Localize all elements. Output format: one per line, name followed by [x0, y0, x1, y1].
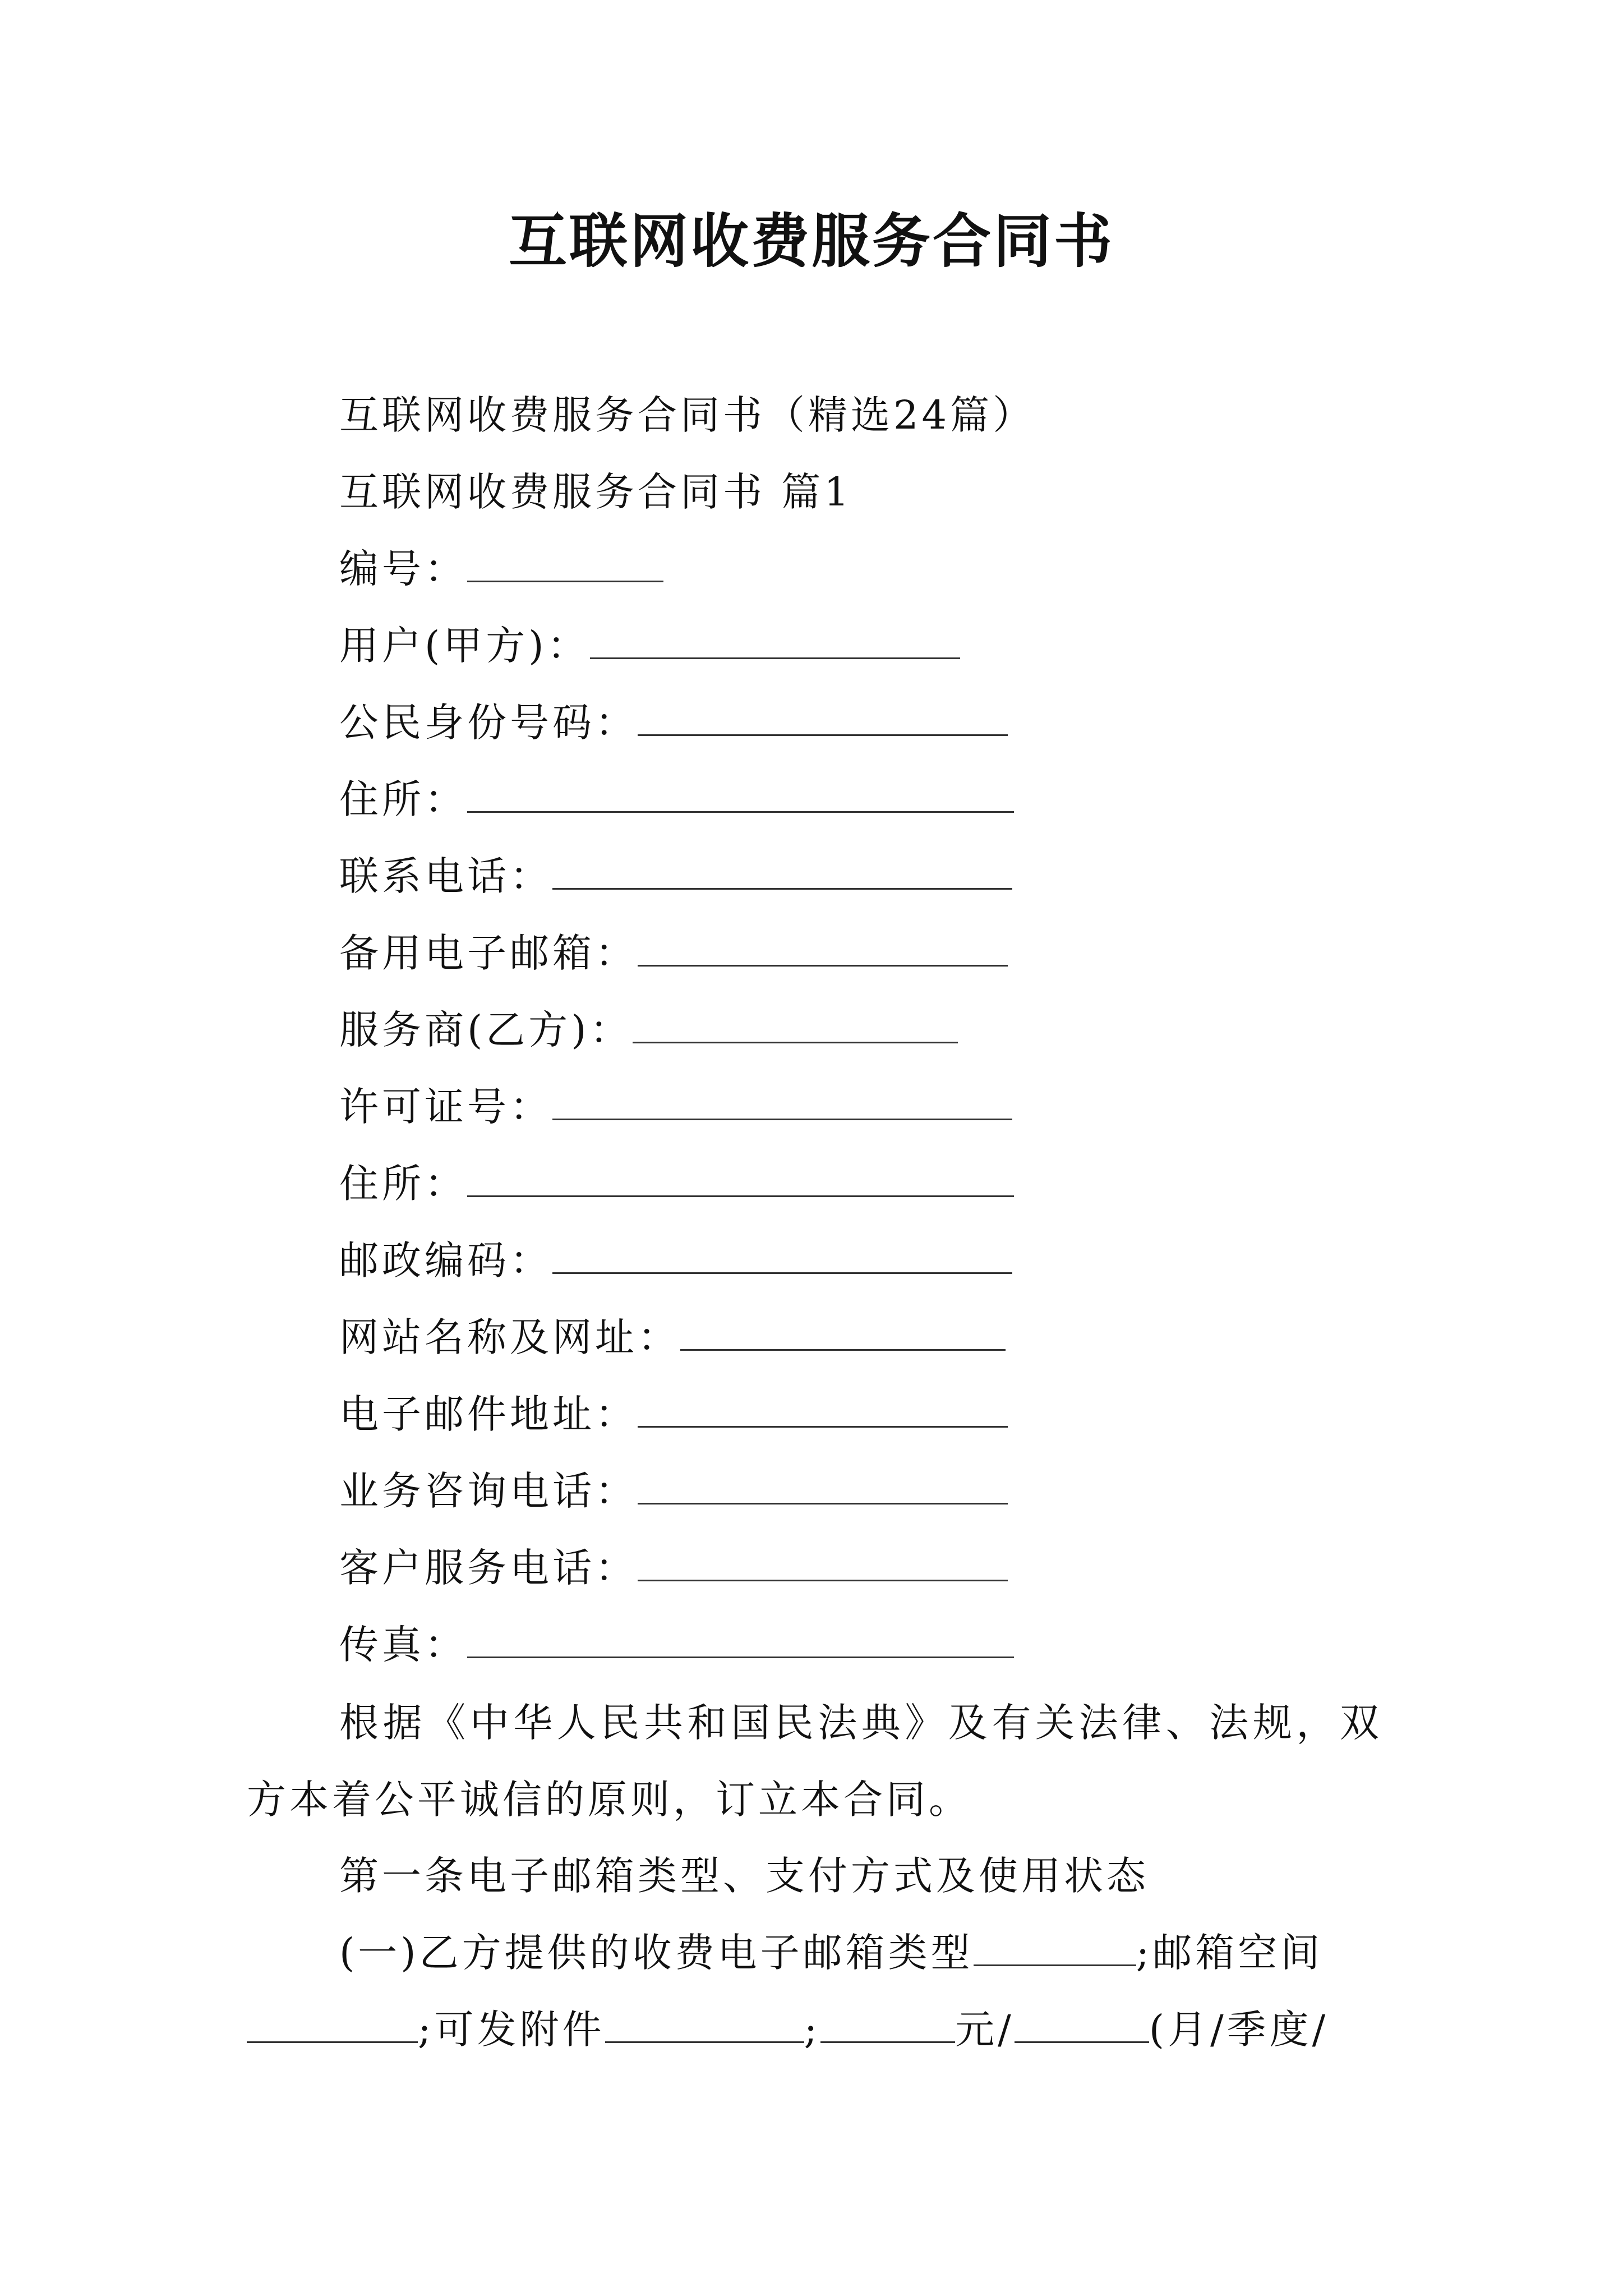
fill-in-blank[interactable] [638, 928, 1008, 967]
clause-text: ;邮箱空间 [1136, 1930, 1324, 1976]
field-number [339, 541, 663, 597]
field-label: 编号： [339, 546, 467, 592]
field-email-address [339, 1386, 1008, 1442]
fill-in-blank[interactable] [638, 1389, 1008, 1428]
fill-in-blank[interactable] [467, 774, 1014, 813]
fill-in-blank[interactable] [638, 697, 1008, 736]
fill-in-blank[interactable] [638, 1466, 1008, 1504]
clause-1-line-1 [339, 1925, 1323, 1981]
clause-text: 元/ [955, 2007, 1015, 2053]
clause-1-line-2 [247, 2001, 1329, 2058]
fill-in-blank[interactable] [605, 2004, 804, 2043]
field-label: 住所： [339, 776, 467, 822]
field-label: 邮政编码： [339, 1237, 552, 1283]
field-website [339, 1309, 1006, 1365]
fill-in-blank[interactable] [467, 1158, 1014, 1197]
field-id-number [339, 694, 1008, 751]
clause-text: (月/季度/ [1149, 2007, 1329, 2053]
field-address-a [339, 771, 1014, 827]
fill-in-blank[interactable] [680, 1312, 1006, 1351]
field-label: 备用电子邮箱： [339, 930, 638, 976]
fill-in-blank[interactable] [1015, 2004, 1149, 2043]
fill-in-blank[interactable] [633, 1005, 958, 1043]
part-heading: 互联网收费服务合同书 篇1 [339, 469, 852, 515]
field-label: 用户(甲方)： [339, 623, 590, 669]
fill-in-blank[interactable] [552, 1082, 1012, 1120]
document-title: 互联网收费服务合同书 [508, 206, 1114, 275]
field-label: 电子邮件地址： [339, 1391, 638, 1437]
clause-text: ;可发附件 [418, 2007, 605, 2053]
fill-in-blank[interactable] [467, 1619, 1014, 1658]
fill-in-blank[interactable] [638, 1543, 1008, 1581]
subtitle: 互联网收费服务合同书（精选24篇） [339, 392, 1036, 438]
field-label: 许可证号： [339, 1084, 552, 1130]
field-service-phone [339, 1540, 1008, 1596]
field-label: 公民身份号码： [339, 700, 638, 746]
clause-text: (一)乙方提供的收费电子邮箱类型 [339, 1930, 974, 1976]
field-license-number [339, 1079, 1012, 1135]
field-label: 网站名称及网址： [339, 1314, 680, 1360]
field-label: 传真： [339, 1622, 467, 1668]
field-label: 服务商(乙方)： [339, 1007, 633, 1053]
fill-in-blank[interactable] [552, 851, 1012, 890]
field-user-party-a [339, 618, 960, 674]
fill-in-blank[interactable] [590, 620, 960, 659]
fill-in-blank[interactable] [467, 544, 663, 582]
fill-in-blank[interactable] [820, 2004, 955, 2043]
preamble-paragraph: 根据《中华人民共和国民法典》及有关法律、法规，双方本着公平诚信的原则，订立本合同。 [247, 1700, 1382, 1823]
article-1-heading: 第一条电子邮箱类型、支付方式及使用状态 [339, 1853, 1149, 1899]
field-postal-code [339, 1232, 1012, 1289]
fill-in-blank[interactable] [974, 1927, 1136, 1966]
field-phone [339, 848, 1012, 904]
field-address-b [339, 1156, 1014, 1212]
field-inquiry-phone [339, 1463, 1008, 1519]
field-provider-party-b [339, 1002, 958, 1058]
field-label: 业务咨询电话： [339, 1468, 638, 1514]
clause-text: ; [804, 2007, 821, 2053]
field-label: 客户服务电话： [339, 1545, 638, 1591]
field-fax [339, 1617, 1014, 1673]
field-label: 联系电话： [339, 853, 552, 899]
field-label: 住所： [339, 1161, 467, 1207]
field-backup-email [339, 925, 1008, 981]
fill-in-blank[interactable] [552, 1235, 1012, 1274]
fill-in-blank[interactable] [247, 2004, 418, 2043]
